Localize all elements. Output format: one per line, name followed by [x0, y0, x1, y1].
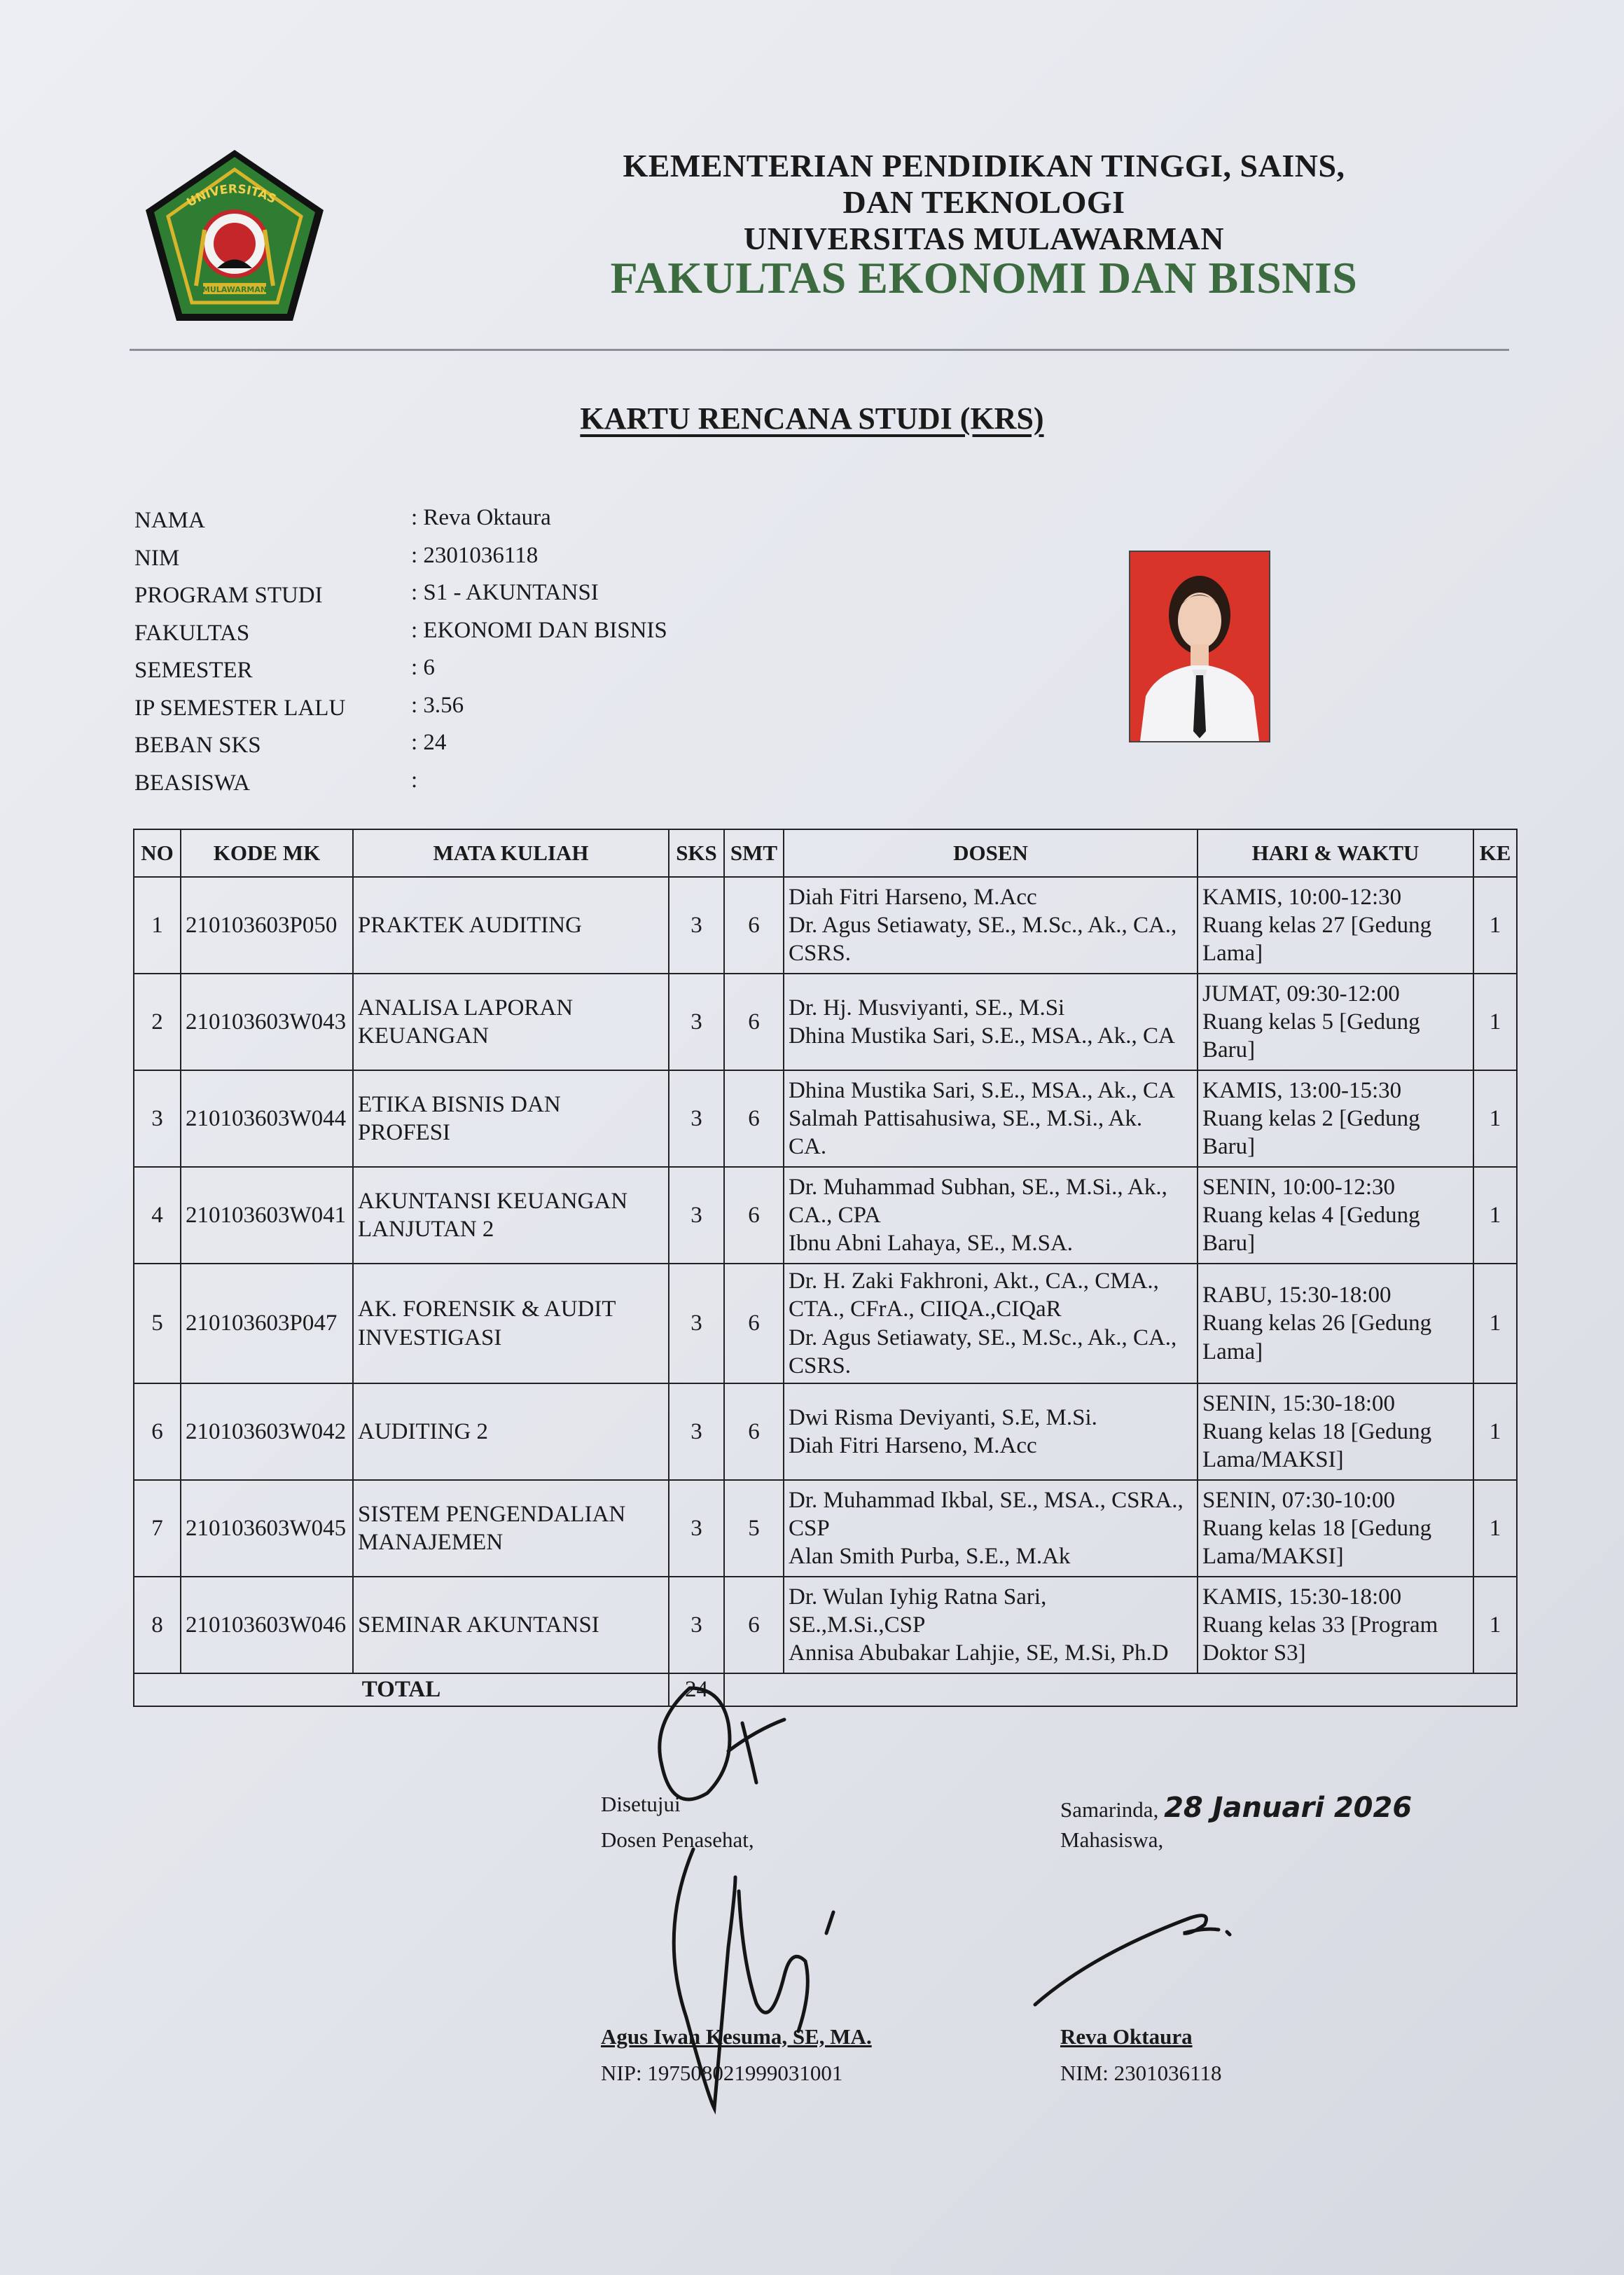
cell-no: 6: [134, 1383, 181, 1480]
cell-sks: 3: [669, 1070, 724, 1167]
cell-ke: 1: [1473, 1070, 1517, 1167]
cell-matakuliah: [353, 1480, 669, 1577]
cell-no: 4: [134, 1167, 181, 1264]
cell-hari-waktu-line: Lama/MAKSI]: [1202, 1447, 1344, 1473]
cell-dosen-line: Salmah Pattisahusiwa, SE., M.Si., Ak.: [789, 1105, 1143, 1131]
cell-dosen-line: Dr. Muhammad Ikbal, SE., MSA., CSRA.,: [789, 1487, 1184, 1513]
cell-hari-waktu: [1198, 1264, 1473, 1383]
krs-document: UNIVERSITAS MULAWARMAN KEMENTERIAN PENDIDIKAN TINGGI, SAINS, DAN TEKNOLOGI UNIVERSITAS MULAWARMAN FAKULTAS EKONOMI DAN BISNIS KARTU RENCANA STUDI (KRS) NAMA : Reva Oktaura NIM : 2301036118 PROGRAM STUDI : S1 - AKUNTANSI FAKULTAS : EKONOMI DAN BISNIS SEMESTER : 6 IP SEMESTER LALU : 3.56 BEBAN SKS : 24 BEASISWA : NO KODE MK MATA KULIAH SKS SMT DOSEN HARI & WAKTU KE 1 210103603P050 PRAKTEK AUDITING 3 6 Diah Fitri Harseno, M.Acc Dr. Agus Setiawaty, SE., M.Sc., Ak., CA., CSRS. KAMIS, 10:00-12:30 Ruang kelas 27 [Gedung Lama] 1 2 210103603W043 ANALISA LAPORAN KEUANGAN 3 6 Dr. Hj. Musviyanti, SE., M.Si Dhina Mustika Sari, S.E., MSA., Ak., CA JUMAT, 09:30-12:00 Ruang kelas 5 [Gedung Baru] 1 3 210103603W044 ETIKA BISNIS DAN PROFESI 3 6 Dhina Mustika Sari, S.E., MSA., Ak., CA Salmah Pattisahusiwa, SE., M.Si., Ak. CA. KAMIS, 13:00-15:30 Ruang kelas 2 [Gedung Baru] 1 4 210103603W041 AKUNTANSI KEUANGAN LANJUTAN 2 3 6 Dr. Muhammad Subhan, SE., M.Si., Ak., CA., CPA Ibnu Abni Lahaya, SE., M.SA. SENIN, 10:00-12:30 Ruang kelas 4 [Gedung Baru] 1 5 210103603P047 AK. FORENSIK & AUDIT INVESTIGASI 3 6 Dr. H. Zaki Fakhroni, Akt., CA., CMA., CTA., CFrA., CIIQA.,CIQaR Dr. Agus Setiawaty, SE., M.Sc., Ak., CA., CSRS. RABU, 15:30-18:00 Ruang kelas 26 [Gedung Lama] 1 6 210103603W042 AUDITING 2 3 6 Dwi Risma Deviyanti, S.E, M.Si. Diah Fitri Harseno, M.Acc SENIN, 15:30-18:00 Ruang kelas 18 [Gedung Lama/MAKSI] 1 7 210103603W045 SISTEM PENGENDALIAN MANAJEMEN 3 5 Dr. Muhammad Ikbal, SE., MSA., CSRA., CSP Alan Smith Purba, S.E., M.Ak SENIN, 07:30-10:00 Ruang kelas 18 [Gedung Lama/MAKSI] 1 8 210103603W046 SEMINAR AKUNTANSI 3 6 Dr. Wulan Iyhig Ratna Sari, SE.,M.Si.,CSP Annisa Abubakar Lahjie, SE, M.Si, Ph.D KAMIS, 15:30-18:00 Ruang kelas 33 [Program Doktor S3] 1 TOTAL 24 Disetujui Dosen Penasehat, Agus Iwan Kesuma, SE, MA. NIP: 197508021999031001 Samarinda, 28 Januari 2026 Mahasiswa, Reva Oktaura NIM: 2301036118: [0, 0, 1624, 2275]
cell-no: 2: [134, 974, 181, 1070]
cell-matakuliah-line: SISTEM PENGENDALIAN: [358, 1501, 626, 1527]
cell-dosen-line: Ibnu Abni Lahaya, SE., M.SA.: [789, 1231, 1074, 1257]
cell-smt: 5: [724, 1480, 784, 1577]
cell-dosen-line: CA.: [789, 1134, 827, 1160]
cell-hari-waktu-line: Lama]: [1202, 1339, 1263, 1364]
cell-matakuliah-line: PROFESI: [358, 1120, 451, 1145]
university-logo: [140, 146, 329, 329]
cell-smt: 6: [724, 1070, 784, 1167]
col-header-kode: KODE MK: [181, 829, 353, 877]
cell-dosen-line: SE.,M.Si.,CSP: [789, 1612, 926, 1638]
cell-dosen: [784, 1264, 1198, 1383]
cell-dosen-line: Dhina Mustika Sari, S.E., MSA., Ak., CA: [789, 1023, 1175, 1049]
cell-dosen: [784, 974, 1198, 1070]
cell-matakuliah: [353, 974, 669, 1070]
col-header-dosen: DOSEN: [784, 829, 1198, 877]
cell-ke: 1: [1473, 877, 1517, 974]
cell-hari-waktu-line: KAMIS, 10:00-12:30: [1202, 884, 1402, 910]
cell-kode: 210103603W044: [181, 1070, 353, 1167]
cell-sks: 3: [669, 1577, 724, 1673]
cell-dosen: [784, 1167, 1198, 1264]
cell-matakuliah: [353, 1383, 669, 1480]
city: Samarinda,: [1060, 1797, 1159, 1822]
cell-hari-waktu: [1198, 1577, 1473, 1673]
student-approval: [1060, 1792, 1412, 1863]
cell-matakuliah-line: AUDITING 2: [358, 1418, 489, 1444]
cell-dosen-line: Dr. Hj. Musviyanti, SE., M.Si: [789, 995, 1065, 1021]
cell-dosen-line: CSP: [789, 1515, 830, 1541]
cell-hari-waktu-line: Ruang kelas 5 [Gedung: [1202, 1009, 1420, 1035]
cell-ke: 1: [1473, 1167, 1517, 1264]
cell-matakuliah: [353, 877, 669, 974]
cell-hari-waktu-line: JUMAT, 09:30-12:00: [1202, 981, 1400, 1007]
cell-dosen-line: CTA., CFrA., CIIQA.,CIQaR: [789, 1296, 1062, 1322]
cell-ke: 1: [1473, 1577, 1517, 1673]
cell-no: 8: [134, 1577, 181, 1673]
total-empty: [724, 1673, 1517, 1706]
cell-matakuliah-line: INVESTIGASI: [358, 1325, 502, 1350]
table-row: [134, 1070, 1517, 1167]
header-divider: [130, 349, 1509, 351]
table-header-row: [134, 829, 1517, 877]
cell-ke: 1: [1473, 974, 1517, 1070]
cell-dosen-line: CSRS.: [789, 941, 851, 967]
cell-smt: 6: [724, 1383, 784, 1480]
col-header-ke: KE: [1473, 829, 1517, 877]
cell-dosen: [784, 1070, 1198, 1167]
cell-dosen-line: CA., CPA: [789, 1202, 881, 1228]
cell-ke: 1: [1473, 1383, 1517, 1480]
cell-no: 7: [134, 1480, 181, 1577]
cell-no: 5: [134, 1264, 181, 1383]
cell-dosen: [784, 1577, 1198, 1673]
cell-dosen-line: Diah Fitri Harseno, M.Acc: [789, 1433, 1037, 1458]
cell-hari-waktu: [1198, 974, 1473, 1070]
student-signature: [1035, 1916, 1230, 2005]
cell-matakuliah: [353, 1167, 669, 1264]
cell-hari-waktu-line: KAMIS, 15:30-18:00: [1202, 1584, 1402, 1610]
course-table: [133, 829, 1518, 1707]
cell-hari-waktu: [1198, 1070, 1473, 1167]
logo-bottom-text: MULAWARMAN: [202, 285, 268, 294]
cell-hari-waktu-line: Lama]: [1202, 941, 1263, 967]
cell-dosen-line: CSRS.: [789, 1353, 851, 1378]
cell-matakuliah-line: PRAKTEK AUDITING: [358, 912, 582, 938]
cell-matakuliah-line: LANJUTAN 2: [358, 1217, 494, 1242]
cell-kode: 210103603P047: [181, 1264, 353, 1383]
ministry-line-2: DAN TEKNOLOGI: [842, 184, 1125, 220]
cell-kode: 210103603W045: [181, 1480, 353, 1577]
cell-kode: 210103603W041: [181, 1167, 353, 1264]
faculty-name: FAKULTAS EKONOMI DAN BISNIS: [610, 253, 1358, 303]
cell-dosen: [784, 1480, 1198, 1577]
advisor-nip: NIP: 197508021999031001: [601, 2061, 843, 2085]
cell-dosen-line: Dr. Agus Setiawaty, SE., M.Sc., Ak., CA.,: [789, 912, 1177, 938]
cell-hari-waktu: [1198, 1167, 1473, 1264]
cell-matakuliah-line: MANAJEMEN: [358, 1530, 504, 1555]
cell-dosen-line: Dr. H. Zaki Fakhroni, Akt., CA., CMA.,: [789, 1268, 1159, 1294]
cell-hari-waktu-line: Baru]: [1202, 1231, 1256, 1257]
cell-no: 1: [134, 877, 181, 974]
table-row: [134, 1264, 1517, 1383]
cell-sks: 3: [669, 1264, 724, 1383]
cell-matakuliah-line: KEUANGAN: [358, 1023, 489, 1049]
student-name: Reva Oktaura: [1060, 2024, 1193, 2049]
cell-hari-waktu-line: KAMIS, 13:00-15:30: [1202, 1077, 1402, 1103]
cell-dosen-line: Dr. Wulan Iyhig Ratna Sari,: [789, 1584, 1047, 1610]
cell-hari-waktu-line: Ruang kelas 18 [Gedung: [1202, 1418, 1432, 1444]
cell-dosen: [784, 1383, 1198, 1480]
table-row: [134, 1167, 1517, 1264]
total-label: TOTAL: [134, 1673, 669, 1706]
advisor-approval: [601, 1792, 754, 1863]
cell-hari-waktu-line: Baru]: [1202, 1134, 1256, 1160]
cell-hari-waktu-line: Ruang kelas 2 [Gedung: [1202, 1105, 1420, 1131]
cell-sks: 3: [669, 974, 724, 1070]
cell-smt: 6: [724, 974, 784, 1070]
cell-hari-waktu: [1198, 1480, 1473, 1577]
student-nim: NIM: 2301036118: [1060, 2061, 1222, 2085]
cell-no: 3: [134, 1070, 181, 1167]
cell-matakuliah-line: AK. FORENSIK & AUDIT: [358, 1296, 616, 1322]
table-row: [134, 877, 1517, 974]
student-title: Mahasiswa,: [1060, 1827, 1164, 1852]
cell-dosen-line: Diah Fitri Harseno, M.Acc: [789, 884, 1037, 910]
handwritten-date: 28 Januari 2026: [1164, 1792, 1413, 1824]
col-header-no: NO: [134, 829, 181, 877]
cell-dosen: [784, 877, 1198, 974]
cell-hari-waktu-line: Baru]: [1202, 1037, 1256, 1063]
cell-hari-waktu-line: Doktor S3]: [1202, 1640, 1306, 1666]
cell-kode: 210103603W046: [181, 1577, 353, 1673]
cell-hari-waktu-line: Ruang kelas 33 [Program: [1202, 1612, 1438, 1638]
document-title: KARTU RENCANA STUDI (KRS): [580, 401, 1044, 436]
cell-dosen-line: Dwi Risma Deviyanti, S.E, M.Si.: [789, 1404, 1097, 1430]
cell-dosen-line: Annisa Abubakar Lahjie, SE, M.Si, Ph.D: [789, 1640, 1169, 1666]
table-row: [134, 1383, 1517, 1480]
table-row: [134, 1577, 1517, 1673]
table-row: [134, 974, 1517, 1070]
cell-matakuliah-line: SEMINAR AKUNTANSI: [358, 1612, 599, 1638]
cell-kode: 210103603W043: [181, 974, 353, 1070]
cell-sks: 3: [669, 1167, 724, 1264]
cell-sks: 3: [669, 877, 724, 974]
ministry-line-1: KEMENTERIAN PENDIDIKAN TINGGI, SAINS,: [623, 148, 1345, 184]
university-name: UNIVERSITAS MULAWARMAN: [743, 221, 1225, 256]
cell-hari-waktu-line: Ruang kelas 26 [Gedung: [1202, 1311, 1432, 1336]
cell-dosen-line: Alan Smith Purba, S.E., M.Ak: [789, 1544, 1071, 1570]
cell-hari-waktu-line: SENIN, 15:30-18:00: [1202, 1390, 1395, 1416]
cell-matakuliah-line: AKUNTANSI KEUANGAN: [358, 1188, 628, 1214]
table-total-row: [134, 1673, 1517, 1706]
cell-smt: 6: [724, 1577, 784, 1673]
cell-smt: 6: [724, 877, 784, 974]
cell-matakuliah-line: ETIKA BISNIS DAN: [358, 1091, 561, 1117]
cell-hari-waktu-line: SENIN, 10:00-12:30: [1202, 1174, 1395, 1200]
cell-hari-waktu-line: Ruang kelas 4 [Gedung: [1202, 1202, 1420, 1228]
col-header-sks: SKS: [669, 829, 724, 877]
cell-smt: 6: [724, 1264, 784, 1383]
cell-hari-waktu: [1198, 877, 1473, 974]
cell-hari-waktu-line: Lama/MAKSI]: [1202, 1544, 1344, 1570]
approved-label: Disetujui: [601, 1792, 681, 1816]
total-sks: 24: [669, 1673, 724, 1706]
cell-hari-waktu-line: RABU, 15:30-18:00: [1202, 1282, 1391, 1308]
col-header-smt: SMT: [724, 829, 784, 877]
cell-matakuliah: [353, 1070, 669, 1167]
cell-dosen-line: Dhina Mustika Sari, S.E., MSA., Ak., CA: [789, 1077, 1175, 1103]
col-header-hari-waktu: HARI & WAKTU: [1198, 829, 1473, 877]
table-row: [134, 1480, 1517, 1577]
student-photo: [1129, 551, 1270, 742]
cell-hari-waktu: [1198, 1383, 1473, 1480]
logo-top-text: UNIVERSITAS: [184, 182, 279, 210]
advisor-title: Dosen Penasehat,: [601, 1827, 754, 1852]
place-date: [1060, 1792, 1412, 1827]
cell-smt: 6: [724, 1167, 784, 1264]
cell-sks: 3: [669, 1383, 724, 1480]
cell-dosen-line: Dr. Muhammad Subhan, SE., M.Si., Ak.,: [789, 1174, 1167, 1200]
col-header-matakuliah: MATA KULIAH: [353, 829, 669, 877]
advisor-name: Agus Iwan Kesuma, SE, MA.: [601, 2024, 872, 2049]
cell-hari-waktu-line: Ruang kelas 27 [Gedung: [1202, 912, 1432, 938]
cell-kode: 210103603W042: [181, 1383, 353, 1480]
cell-matakuliah: [353, 1577, 669, 1673]
cell-kode: 210103603P050: [181, 877, 353, 974]
cell-sks: 3: [669, 1480, 724, 1577]
cell-matakuliah: [353, 1264, 669, 1383]
cell-dosen-line: Dr. Agus Setiawaty, SE., M.Sc., Ak., CA.,: [789, 1325, 1177, 1350]
cell-hari-waktu-line: Ruang kelas 18 [Gedung: [1202, 1515, 1432, 1541]
cell-ke: 1: [1473, 1480, 1517, 1577]
cell-matakuliah-line: ANALISA LAPORAN: [358, 995, 574, 1021]
cell-hari-waktu-line: SENIN, 07:30-10:00: [1202, 1487, 1395, 1513]
cell-ke: 1: [1473, 1264, 1517, 1383]
